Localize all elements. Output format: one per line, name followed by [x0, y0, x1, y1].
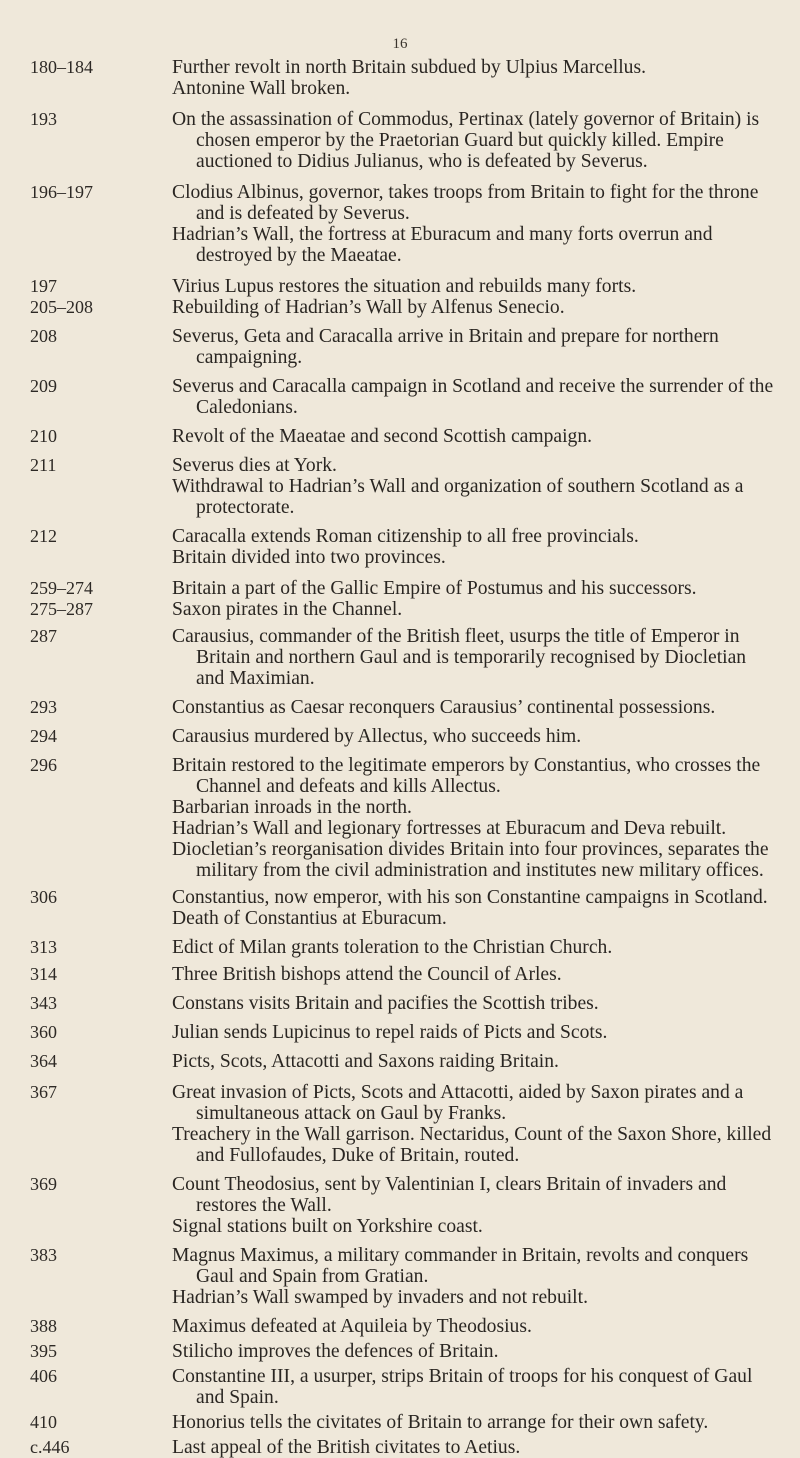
- event-text: Count Theodosius, sent by Valentinian I, clears Britain of invaders and restores the Wall.: [172, 1174, 727, 1216]
- entry-events: [172, 1316, 778, 1337]
- entry-date: 208: [30, 326, 57, 346]
- entry-date: 210: [30, 426, 57, 446]
- event-text: On the assassination of Commodus, Pertinax (lately governor of Britain) is chosen emperor by the Praetorian Guard but quickly killed. Empire auctioned to Didius Julianus, who is defeated by Severus.: [172, 109, 760, 172]
- entry-events: [172, 276, 778, 297]
- event-text: Diocletian’s reorganisation divides Britain into four provinces, separates the military from the civil administration and institutes new military offices.: [172, 839, 769, 881]
- entry-date: 360: [30, 1022, 57, 1042]
- event-text: Severus dies at York.: [172, 455, 337, 476]
- entry-events: [172, 726, 778, 747]
- timeline-entry: [0, 182, 800, 266]
- entry-date: 369: [30, 1174, 57, 1194]
- entry-date: 287: [30, 626, 57, 646]
- timeline-entry: [0, 1022, 800, 1043]
- event-text: Constantius as Caesar reconquers Carausius’ continental possessions.: [172, 697, 716, 718]
- event-text: Severus and Caracalla campaign in Scotland and receive the surrender of the Caledonians.: [172, 376, 774, 418]
- timeline-entry: [0, 599, 800, 620]
- entry-date: c.446: [30, 1437, 70, 1457]
- entry-events: [172, 376, 778, 418]
- event-text: Caracalla extends Roman citizenship to all free provincials.: [172, 526, 639, 547]
- entry-date: 364: [30, 1051, 57, 1071]
- timeline-entry: [0, 697, 800, 718]
- entry-date: 388: [30, 1316, 57, 1336]
- entry-date: 197: [30, 276, 57, 296]
- timeline-entry: [0, 626, 800, 689]
- entry-date: 410: [30, 1412, 57, 1432]
- entry-events: [172, 1341, 778, 1362]
- event-text: Death of Constantius at Eburacum.: [172, 908, 447, 929]
- event-text: Virius Lupus restores the situation and rebuilds many forts.: [172, 276, 637, 297]
- entry-date: 406: [30, 1366, 57, 1386]
- entry-date: 205–208: [30, 297, 93, 317]
- entry-date: 313: [30, 937, 57, 957]
- entry-date: 314: [30, 964, 57, 984]
- entry-date: 296: [30, 755, 57, 775]
- entry-events: [172, 426, 778, 447]
- entry-date: 367: [30, 1082, 57, 1102]
- timeline-entry: [0, 1437, 800, 1458]
- entry-events: [172, 1412, 778, 1433]
- event-text: Julian sends Lupicinus to repel raids of Picts and Scots.: [172, 1022, 608, 1043]
- event-text: Antonine Wall broken.: [172, 78, 351, 99]
- event-text: Maximus defeated at Aquileia by Theodosius.: [172, 1316, 532, 1337]
- timeline-entry: [0, 993, 800, 1014]
- event-text: Severus, Geta and Caracalla arrive in Britain and prepare for northern campaigning.: [172, 326, 719, 368]
- timeline-entry: [0, 937, 800, 958]
- event-text: Rebuilding of Hadrian’s Wall by Alfenus Senecio.: [172, 297, 565, 318]
- entry-events: [172, 755, 778, 881]
- timeline-entry: [0, 297, 800, 318]
- timeline-entry: [0, 276, 800, 297]
- entry-events: [172, 1051, 778, 1072]
- entry-events: [172, 1245, 778, 1308]
- entry-date: 211: [30, 455, 57, 475]
- event-text: Picts, Scots, Attacotti and Saxons raiding Britain.: [172, 1051, 559, 1072]
- entry-events: [172, 697, 778, 718]
- entry-events: [172, 1174, 778, 1237]
- entry-events: [172, 109, 778, 172]
- entry-date: 294: [30, 726, 57, 746]
- entry-events: [172, 57, 778, 99]
- event-text: Constantine III, a usurper, strips Britain of troops for his conquest of Gaul and Spain.: [172, 1366, 753, 1408]
- timeline-entry: [0, 455, 800, 518]
- entry-date: 209: [30, 376, 57, 396]
- event-text: Honorius tells the civitates of Britain to arrange for their own safety.: [172, 1412, 709, 1433]
- timeline-entry: [0, 1316, 800, 1337]
- event-text: Last appeal of the British civitates to Aetius.: [172, 1437, 521, 1458]
- event-text: Constantius, now emperor, with his son Constantine campaigns in Scotland.: [172, 887, 768, 908]
- event-text: Britain divided into two provinces.: [172, 547, 446, 568]
- event-text: Carausius, commander of the British fleet, usurps the title of Emperor in Britain and northern Gaul and is temporarily recognised by Diocletian and Maximian.: [172, 626, 747, 689]
- entry-events: [172, 526, 778, 568]
- entry-date: 180–184: [30, 57, 93, 77]
- event-text: Withdrawal to Hadrian’s Wall and organization of southern Scotland as a protectorate.: [172, 476, 744, 518]
- entry-events: [172, 455, 778, 518]
- entry-date: 293: [30, 697, 57, 717]
- entry-date: 212: [30, 526, 57, 546]
- event-text: Britain restored to the legitimate emperors by Constantius, who crosses the Channel and defeats and kills Allectus.: [172, 755, 761, 797]
- event-text: Treachery in the Wall garrison. Nectaridus, Count of the Saxon Shore, killed and Fullofaudes, Duke of Britain, routed.: [172, 1124, 772, 1166]
- entry-events: [172, 578, 778, 599]
- event-text: Saxon pirates in the Channel.: [172, 599, 403, 620]
- timeline-entry: [0, 964, 800, 985]
- timeline-entry: [0, 1051, 800, 1072]
- event-text: Britain a part of the Gallic Empire of Postumus and his successors.: [172, 578, 697, 599]
- entry-date: 196–197: [30, 182, 93, 202]
- entry-events: [172, 182, 778, 266]
- timeline-entry: [0, 1245, 800, 1308]
- event-text: Hadrian’s Wall, the fortress at Eburacum and many forts overrun and destroyed by the Maeatae.: [172, 224, 713, 266]
- event-text: Signal stations built on Yorkshire coast.: [172, 1216, 483, 1237]
- event-text: Hadrian’s Wall swamped by invaders and not rebuilt.: [172, 1287, 588, 1308]
- timeline-entry: [0, 887, 800, 929]
- timeline-entry: [0, 1174, 800, 1237]
- event-text: Barbarian inroads in the north.: [172, 797, 412, 818]
- entry-events: [172, 1437, 778, 1458]
- entry-date: 383: [30, 1245, 57, 1265]
- timeline-entry: [0, 755, 800, 881]
- timeline-entry: [0, 1341, 800, 1362]
- page-number: 16: [392, 36, 408, 52]
- timeline-entry: [0, 326, 800, 368]
- event-text: Revolt of the Maeatae and second Scottish campaign.: [172, 426, 593, 447]
- timeline-entry: [0, 426, 800, 447]
- event-text: Three British bishops attend the Council of Arles.: [172, 964, 562, 985]
- entry-events: [172, 1366, 778, 1408]
- entry-events: [172, 1082, 778, 1166]
- event-text: Further revolt in north Britain subdued by Ulpius Marcellus.: [172, 57, 646, 78]
- event-text: Stilicho improves the defences of Britain.: [172, 1341, 499, 1362]
- timeline-entry: [0, 1366, 800, 1408]
- entry-events: [172, 626, 778, 689]
- entry-events: [172, 887, 778, 929]
- entry-date: 193: [30, 109, 57, 129]
- event-text: Hadrian’s Wall and legionary fortresses at Eburacum and Deva rebuilt.: [172, 818, 727, 839]
- timeline-entry: [0, 376, 800, 418]
- timeline-entry: [0, 1412, 800, 1433]
- chronology-table: [0, 57, 800, 1458]
- entry-events: [172, 297, 778, 318]
- event-text: Edict of Milan grants toleration to the Christian Church.: [172, 937, 613, 958]
- entry-date: 306: [30, 887, 57, 907]
- timeline-entry: [0, 726, 800, 747]
- entry-events: [172, 964, 778, 985]
- entry-events: [172, 326, 778, 368]
- timeline-entry: [0, 109, 800, 172]
- event-text: Carausius murdered by Allectus, who succeeds him.: [172, 726, 582, 747]
- entry-events: [172, 599, 778, 620]
- entry-date: 259–274: [30, 578, 93, 598]
- event-text: Constans visits Britain and pacifies the Scottish tribes.: [172, 993, 599, 1014]
- timeline-entry: [0, 57, 800, 99]
- event-text: Magnus Maximus, a military commander in Britain, revolts and conquers Gaul and Spain from Gratian.: [172, 1245, 749, 1287]
- entry-date: 395: [30, 1341, 57, 1361]
- entry-events: [172, 993, 778, 1014]
- timeline-entry: [0, 526, 800, 568]
- entry-date: 343: [30, 993, 57, 1013]
- entry-events: [172, 1022, 778, 1043]
- event-text: Great invasion of Picts, Scots and Attacotti, aided by Saxon pirates and a simultaneous attack on Gaul by Franks.: [172, 1082, 744, 1124]
- event-text: Clodius Albinus, governor, takes troops from Britain to fight for the throne and is defeated by Severus.: [172, 182, 759, 224]
- entry-events: [172, 937, 778, 958]
- timeline-entry: [0, 578, 800, 599]
- timeline-entry: [0, 1082, 800, 1166]
- entry-date: 275–287: [30, 599, 93, 619]
